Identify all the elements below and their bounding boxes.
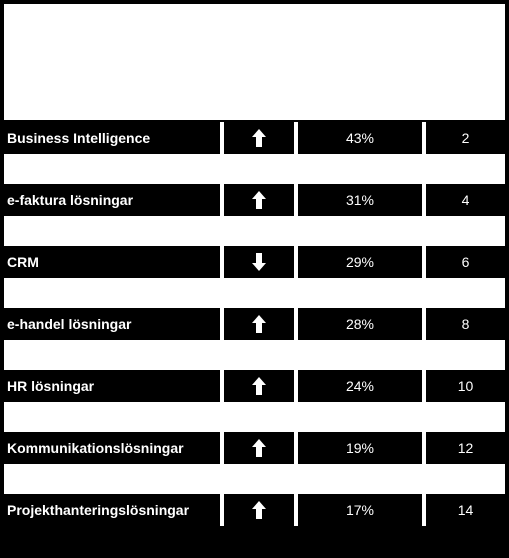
table-row bbox=[4, 432, 505, 464]
row-rank: 4 bbox=[426, 184, 505, 216]
row-category-label: CRM bbox=[4, 246, 220, 278]
row-spacer bbox=[4, 402, 505, 432]
row-category-label: HR lösningar bbox=[4, 370, 220, 402]
arrow-up-icon bbox=[224, 308, 294, 340]
row-percentage: 28% bbox=[298, 308, 422, 340]
row-rank: 10 bbox=[426, 370, 505, 402]
row-category-label: e-handel lösningar bbox=[4, 308, 220, 340]
row-category-label: Business Intelligence bbox=[4, 122, 220, 154]
row-rank: 2 bbox=[426, 122, 505, 154]
arrow-up-icon bbox=[224, 122, 294, 154]
arrow-up-icon bbox=[224, 184, 294, 216]
row-spacer bbox=[4, 340, 505, 370]
row-rank: 8 bbox=[426, 308, 505, 340]
row-rank: 6 bbox=[426, 246, 505, 278]
table-row bbox=[4, 122, 505, 154]
table-row bbox=[4, 308, 505, 340]
row-percentage: 43% bbox=[298, 122, 422, 154]
table-header-area bbox=[4, 4, 505, 120]
table-row bbox=[4, 246, 505, 278]
row-category-label: e-faktura lösningar bbox=[4, 184, 220, 216]
row-spacer bbox=[4, 216, 505, 246]
row-percentage: 19% bbox=[298, 432, 422, 464]
table-row bbox=[4, 184, 505, 216]
row-percentage: 29% bbox=[298, 246, 422, 278]
row-rank: 14 bbox=[426, 494, 505, 526]
arrow-up-icon bbox=[224, 494, 294, 526]
row-spacer bbox=[4, 464, 505, 494]
row-category-label: Projekthanteringslösningar bbox=[4, 494, 220, 526]
table-row bbox=[4, 494, 505, 526]
row-percentage: 24% bbox=[298, 370, 422, 402]
row-rank: 12 bbox=[426, 432, 505, 464]
row-percentage: 17% bbox=[298, 494, 422, 526]
row-category-label: Kommunikationslösningar bbox=[4, 432, 220, 464]
arrow-up-icon bbox=[224, 432, 294, 464]
table-row bbox=[4, 370, 505, 402]
row-spacer bbox=[4, 278, 505, 308]
arrow-down-icon bbox=[224, 246, 294, 278]
arrow-up-icon bbox=[224, 370, 294, 402]
row-spacer bbox=[4, 154, 505, 184]
row-percentage: 31% bbox=[298, 184, 422, 216]
